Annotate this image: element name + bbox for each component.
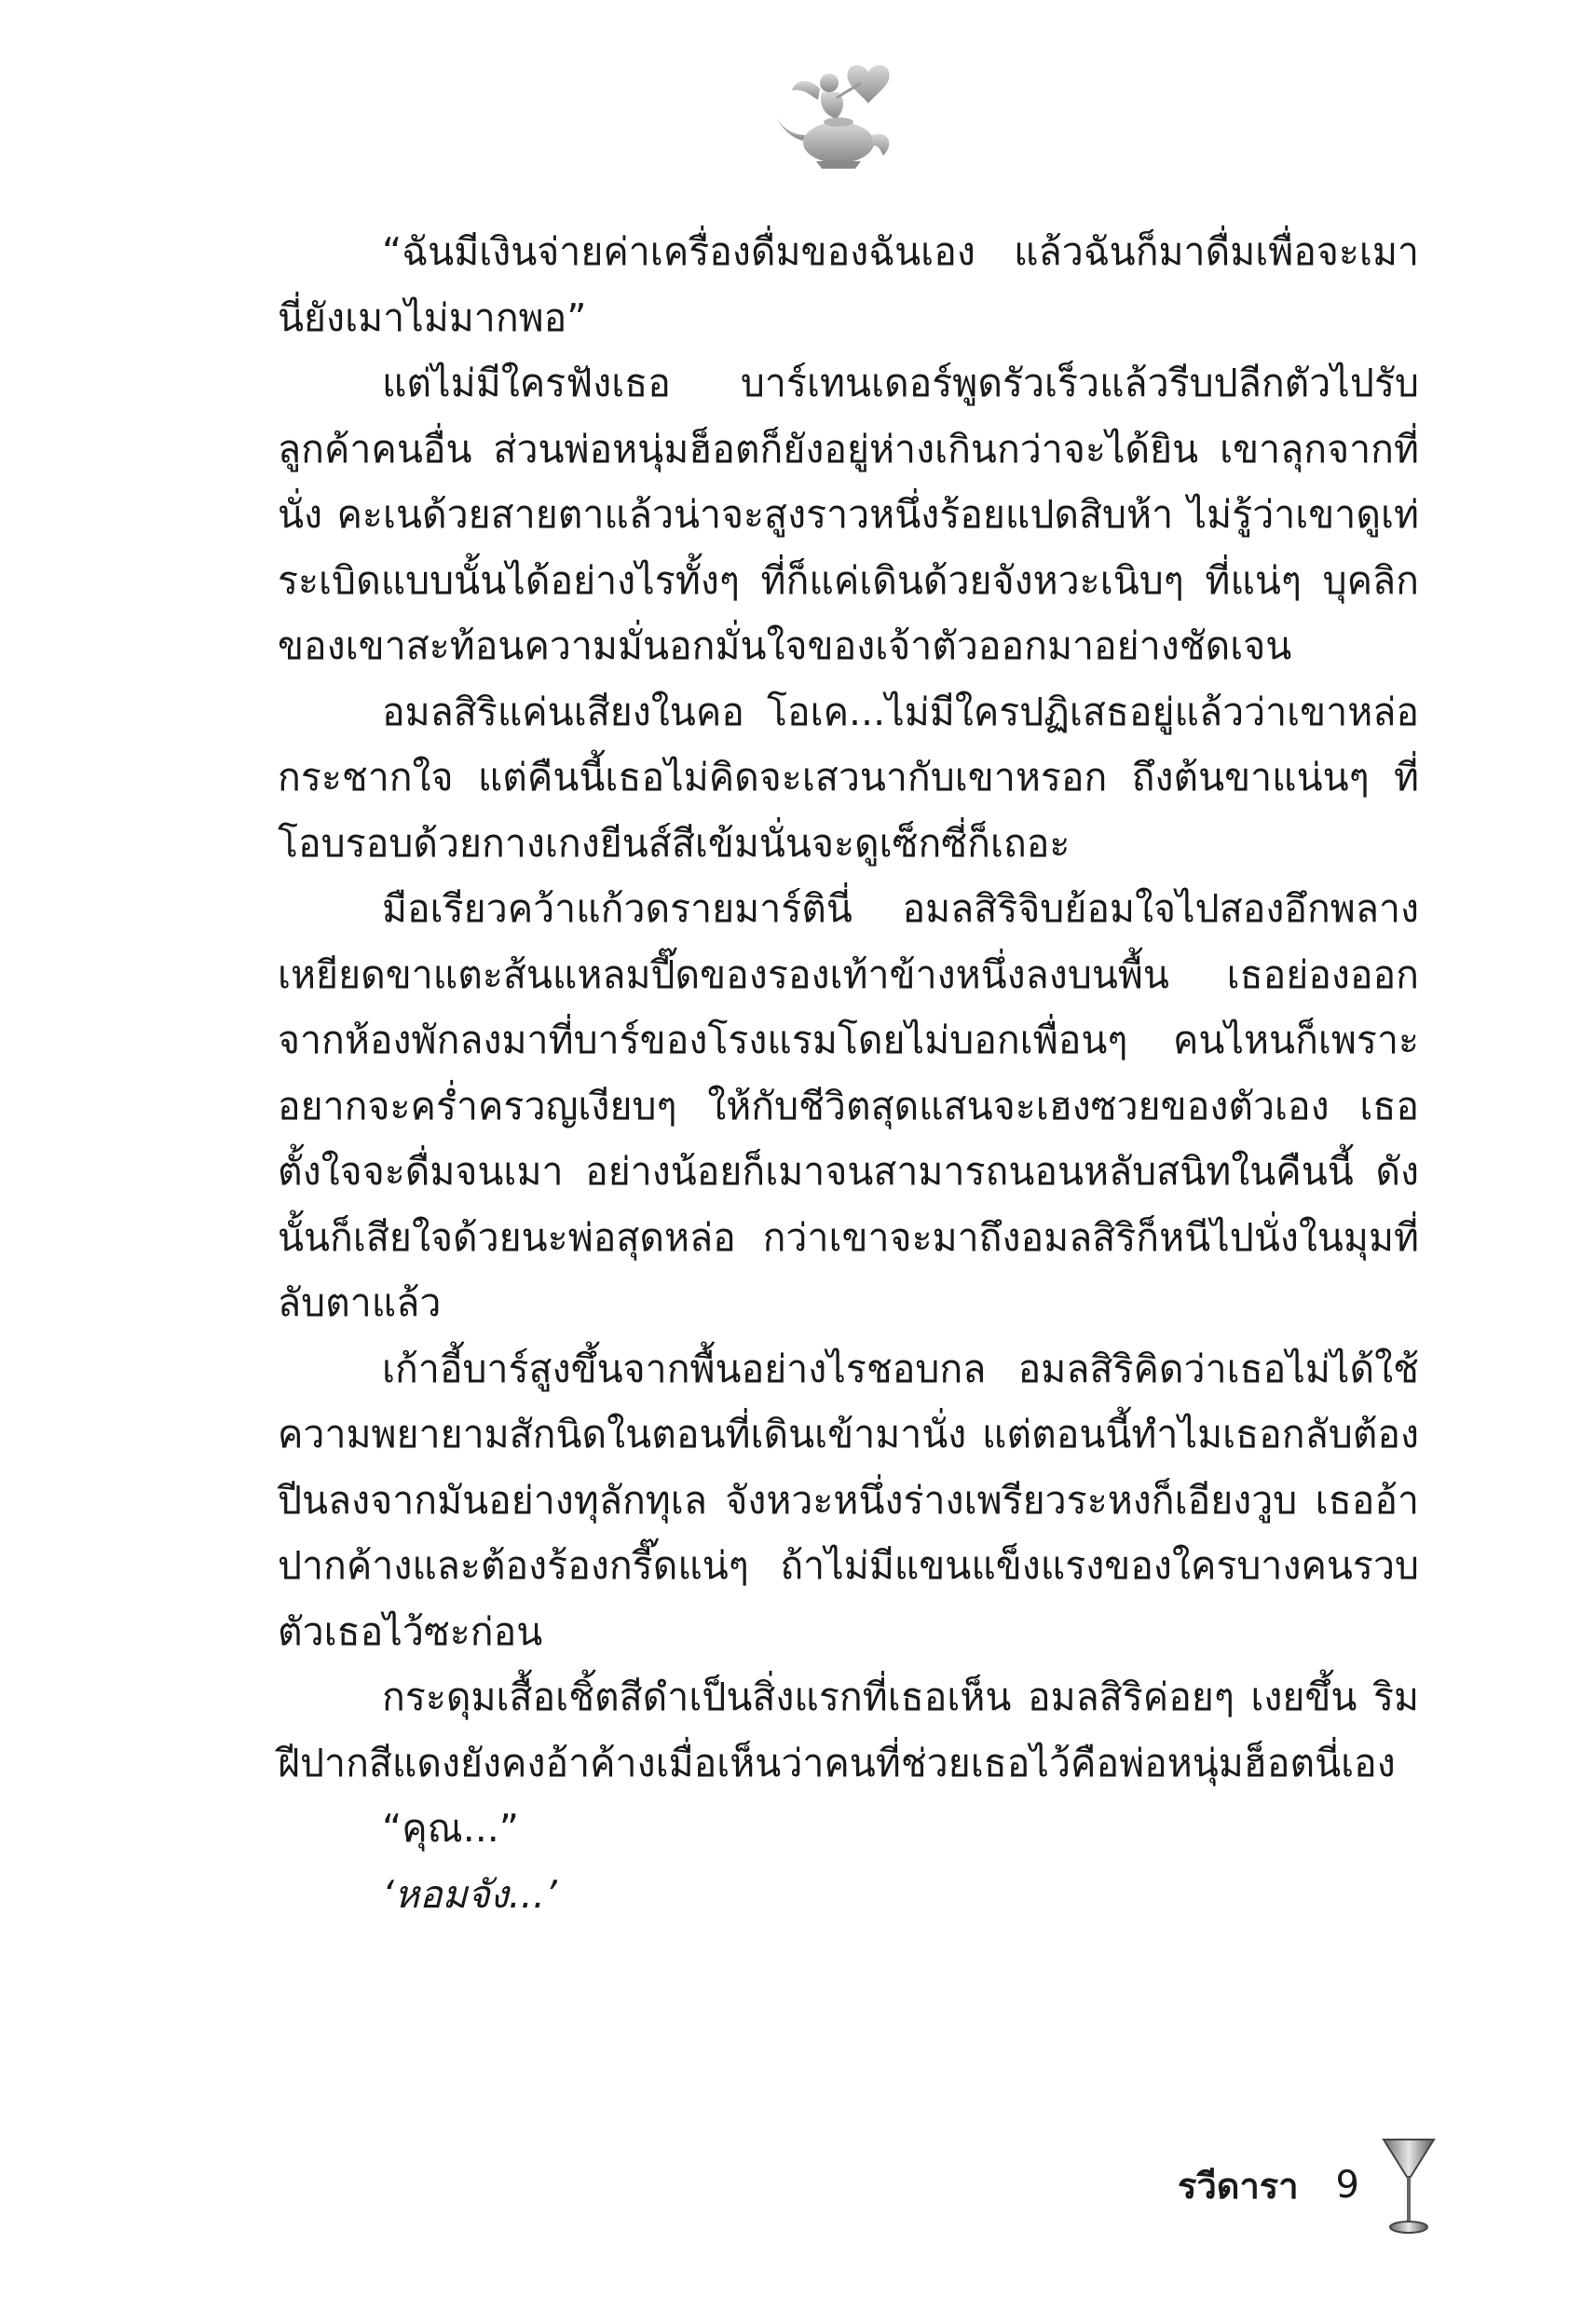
paragraph: “ฉันมีเงินจ่ายค่าเครื่องดื่มของฉันเอง แล้วฉันก็มาดื่มเพื่อจะเมา นี่ยังเมาไม่มากพอ” [278, 229, 1419, 340]
page-number: 9 [1335, 2164, 1359, 2207]
paragraph: เก้าอี้บาร์สูงขึ้นจากพื้นอย่างไรชอบกล อมลสิริคิดว่าเธอไม่ได้ใช้ความพยายามสักนิดในตอนที่เดินเข้ามานั่ง แต่ตอนนี้ทำไมเธอกลับต้องปีนลงจากมันอย่างทุลักทุเล จังหวะหนึ่งร่างเพรียวระหงก็เอียงวูบ เธออ้าปากค้างและต้องร้องกรี๊ดแน่ๆ ถ้าไม่มีแขนแข็งแรงของใครบางคนรวบตัวเธอไว้ซะก่อน [278, 1346, 1419, 1654]
paragraph: มือเรียวคว้าแก้วดรายมาร์ตินี่ อมลสิริจิบย้อมใจไปสองอึกพลางเหยียดขาแตะส้นแหลมปี๊ดของรองเท้าข้างหนึ่งลงบนพื้น เธอย่องออกจากห้องพักลงมาที่บาร์ของโรงแรมโดยไม่บอกเพื่อนๆ คนไหนก็เพราะอยากจะคร่ำครวญเงียบๆ ให้กับชีวิตสุดแสนจะเฮงซวยของตัวเอง เธอตั้งใจจะดื่มจนเมา อย่างน้อยก็เมาจนสามารถนอนหลับสนิทในคืนนี้ ดังนั้นก็เสียใจด้วยนะพ่อสุดหล่อ กว่าเขาจะมาถึงอมลสิริก็หนีไปนั่งในมุมที่ลับตาแล้ว [278, 886, 1419, 1325]
thought-line: ‘หอมจัง...’ [382, 1871, 557, 1917]
martini-glass-icon [1380, 2134, 1438, 2236]
paragraph: แต่ไม่มีใครฟังเธอ บาร์เทนเดอร์พูดรัวเร็วแล้วรีบปลีกตัวไปรับลูกค้าคนอื่น ส่วนพ่อหนุ่มฮ็อตก็ยังอยู่ห่างเกินกว่าจะได้ยิน เขาลุกจากที่นั่ง คะเนด้วยสายตาแล้วน่าจะสูงราวหนึ่งร้อยแปดสิบห้า ไม่รู้ว่าเขาดูเท่ระเบิดแบบนั้นได้อย่างไรทั้งๆ ที่ก็แค่เดินด้วยจังหวะเนิบๆ ที่แน่ๆ บุคลิกของเขาสะท้อนความมั่นอกมั่นใจของเจ้าตัวออกมาอย่างชัดเจน [278, 361, 1419, 668]
page-footer [1178, 2134, 1438, 2236]
paragraph: กระดุมเสื้อเชิ้ตสีดำเป็นสิ่งแรกที่เธอเห็น อมลสิริค่อยๆ เงยขึ้น ริมฝีปากสีแดงยังคงอ้าค้างเมื่อเห็นว่าคนที่ช่วยเธอไว้คือพ่อหนุ่มฮ็อตนี่เอง [278, 1675, 1419, 1785]
cherub-teapot-ornament-icon [764, 51, 913, 182]
dialogue-line: “คุณ...” [382, 1806, 520, 1851]
paragraph: อมลสิริแค่นเสียงในคอ โอเค...ไม่มีใครปฏิเสธอยู่แล้วว่าเขาหล่อกระชากใจ แต่คืนนี้เธอไม่คิดจะเสวนากับเขาหรอก ถึงต้นขาแน่นๆ ที่โอบรอบด้วยกางเกงยีนส์สีเข้มนั่นจะดูเซ็กซี่ก็เถอะ [278, 689, 1419, 866]
body-text [278, 219, 1419, 1927]
author-name: รวีดารา [1178, 2165, 1299, 2207]
